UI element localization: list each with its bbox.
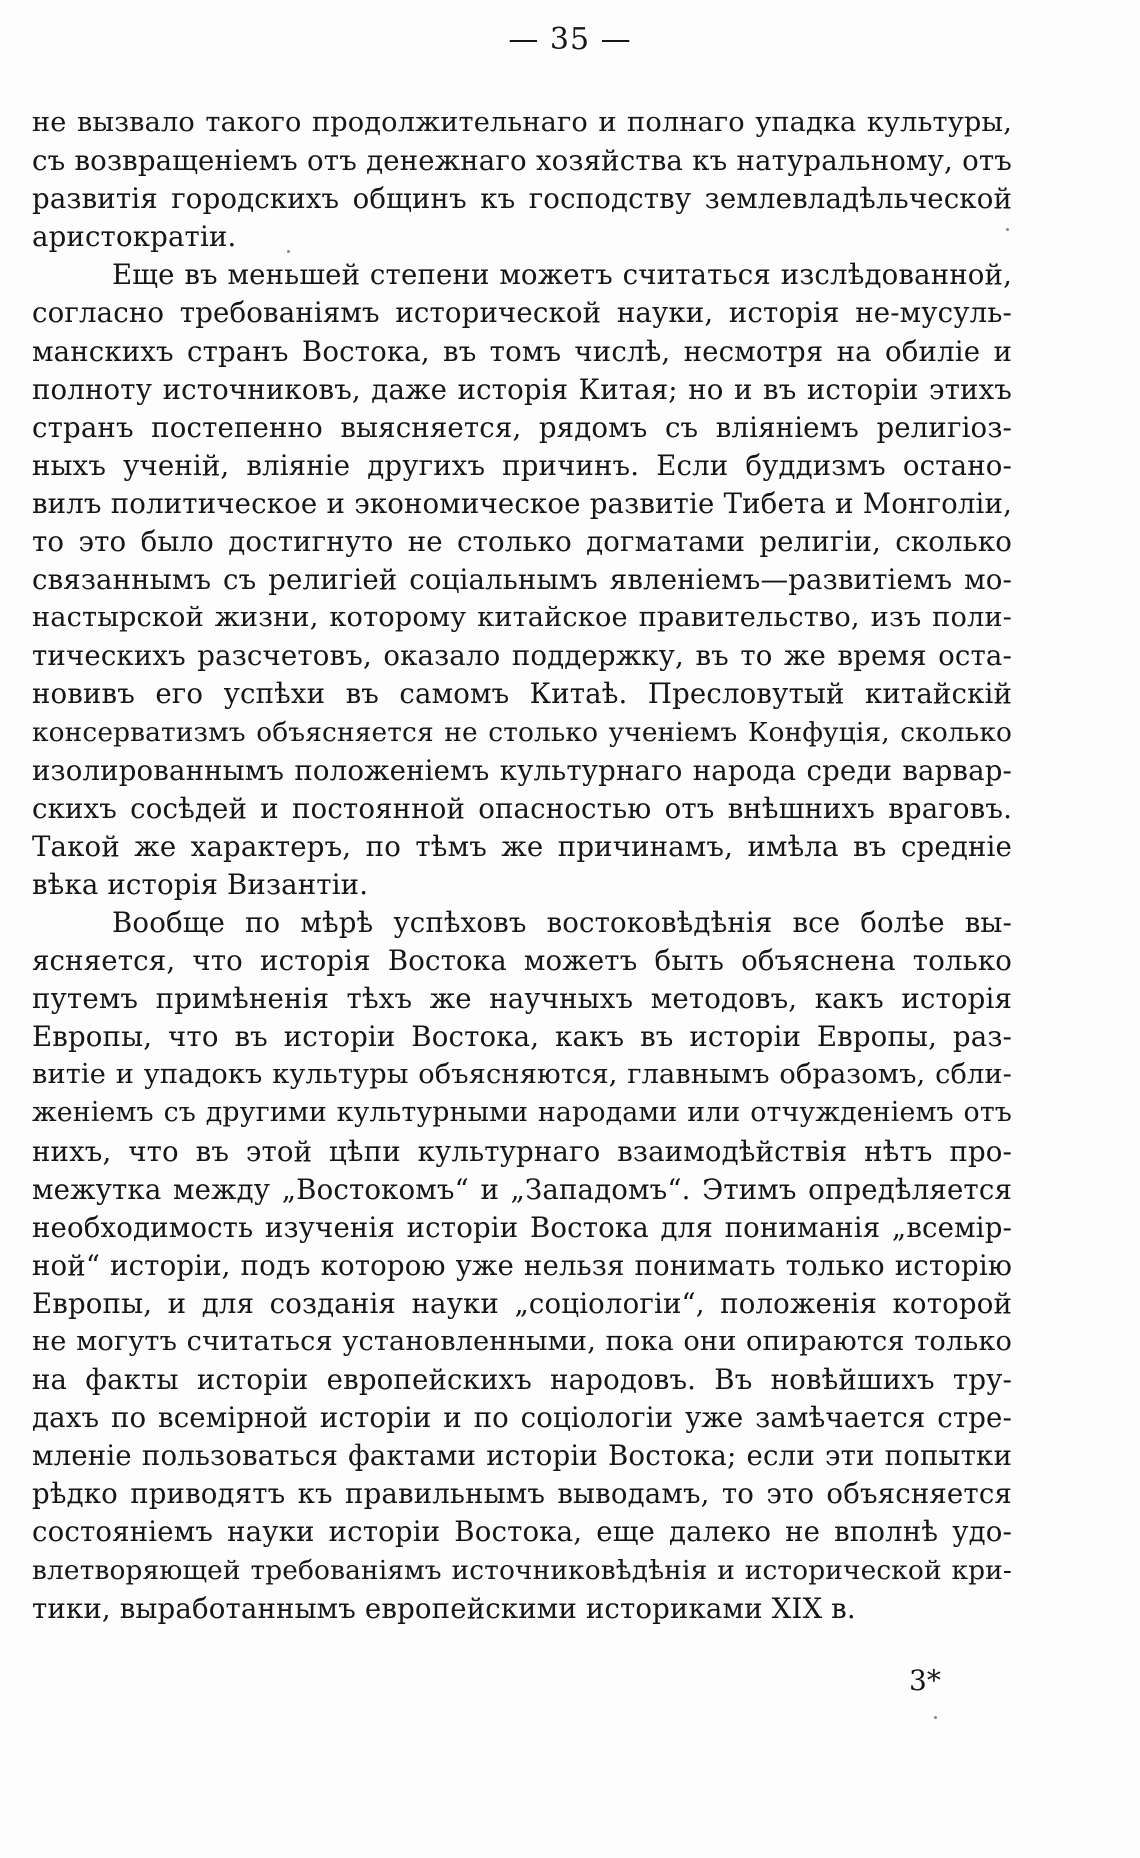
text-line: согласно требованіямъ исторической науки, исторія не-мусуль- xyxy=(32,296,1012,330)
text-line: аристократіи. xyxy=(32,220,237,254)
text-line: состояніемъ науки исторіи Востока, еще далеко не вполнѣ удо- xyxy=(32,1515,1012,1549)
page-number: — 35 — xyxy=(508,22,632,57)
print-speck xyxy=(1006,228,1009,231)
body-text xyxy=(32,104,1012,1628)
text-line: женіемъ съ другими культурными народами или отчужденіемъ отъ xyxy=(32,1097,1012,1129)
text-line: ной“ исторіи, подъ которою уже нельзя понимать только исторію xyxy=(32,1248,1012,1282)
print-speck xyxy=(287,250,290,253)
signature-mark: 3* xyxy=(909,1664,941,1697)
text-line: скихъ сосѣдей и постоянной опасностью отъ внѣшнихъ враговъ. xyxy=(32,791,1012,825)
text-line: дахъ по всемірной исторіи и по соціологіи уже замѣчается стре- xyxy=(32,1401,1012,1435)
text-line: Европы, что въ исторіи Востока, какъ въ исторіи Европы, раз- xyxy=(32,1020,1012,1054)
text-line: съ возвращеніемъ отъ денежнаго хозяйства къ натуральному, отъ xyxy=(32,144,1012,178)
text-line: не могутъ считаться установленными, пока они опираются только xyxy=(32,1326,1012,1357)
text-line: Еще въ меньшей степени можетъ считаться изслѣдованной, xyxy=(112,258,1012,292)
text-line: странъ постепенно выясняется, рядомъ съ вліяніемъ религіоз- xyxy=(32,410,1012,444)
text-line: ясняется, что исторія Востока можетъ быть объяснена только xyxy=(32,944,1012,978)
text-line: вѣка исторія Византіи. xyxy=(32,867,369,901)
text-line: ныхъ ученій, вліяніе другихъ причинъ. Если буддизмъ остано- xyxy=(32,448,1012,482)
text-line: вилъ политическое и экономическое развитіе Тибета и Монголіи, xyxy=(32,486,1012,520)
text-line: тическихъ разсчетовъ, оказало поддержку, въ то же время оста- xyxy=(32,639,1012,673)
text-line: Такой же характеръ, по тѣмъ же причинамъ, имѣла въ средніе xyxy=(32,829,1012,863)
text-line: на факты исторіи европейскихъ народовъ. Въ новѣйшихъ тру- xyxy=(32,1363,1012,1397)
text-line: путемъ примѣненія тѣхъ же научныхъ методовъ, какъ исторія xyxy=(32,982,1012,1016)
text-line: связаннымъ съ религіей соціальнымъ явленіемъ—развитіемъ мо- xyxy=(32,563,1012,597)
text-line: мленіе пользоваться фактами исторіи Востока; если эти попытки xyxy=(32,1439,1012,1473)
text-line: развитія городскихъ общинъ къ господству землевладѣльческой xyxy=(32,182,1012,216)
text-line: нихъ, что въ этой цѣпи культурнаго взаимодѣйствія нѣтъ про- xyxy=(32,1134,1012,1168)
text-line: влетворяющей требованіямъ источниковѣдѣнія и исторической кри- xyxy=(32,1554,1012,1586)
text-line: то это было достигнуто не столько догматами религіи, сколько xyxy=(32,525,1012,559)
text-line: новивъ его успѣхи въ самомъ Китаѣ. Пресловутый китайскій xyxy=(32,677,1012,711)
print-speck xyxy=(934,1716,937,1719)
text-line: Вообще по мѣрѣ успѣховъ востоковѣдѣнія все болѣе вы- xyxy=(112,905,1012,939)
text-line: манскихъ странъ Востока, въ томъ числѣ, несмотря на обиліе и xyxy=(32,334,1012,368)
text-line: изолированнымъ положеніемъ культурнаго народа среди варвар- xyxy=(32,753,1012,787)
text-line: необходимость изученія исторіи Востока для пониманія „всемір- xyxy=(32,1210,1012,1244)
text-line: тики, выработаннымъ европейскими историками XIX в. xyxy=(32,1591,856,1625)
text-line: рѣдко приводятъ къ правильнымъ выводамъ, то это объясняется xyxy=(32,1477,1012,1511)
text-line: витіе и упадокъ культуры объясняются, главнымъ образомъ, сбли- xyxy=(32,1059,1012,1091)
text-line: Европы, и для созданія науки „соціологіи“, положенія которой xyxy=(32,1286,1012,1320)
text-line: полноту источниковъ, даже исторія Китая; но и въ исторіи этихъ xyxy=(32,372,1012,406)
text-line: не вызвало такого продолжительнаго и полнаго упадка культуры, xyxy=(32,107,1012,138)
text-line: межутка между „Востокомъ“ и „Западомъ“. Этимъ опредѣляется xyxy=(32,1172,1012,1206)
text-line: настырской жизни, которому китайское правительство, изъ поли- xyxy=(32,602,1012,634)
text-line: консерватизмъ объясняется не столько ученіемъ Конфуція, сколько xyxy=(32,716,1012,748)
